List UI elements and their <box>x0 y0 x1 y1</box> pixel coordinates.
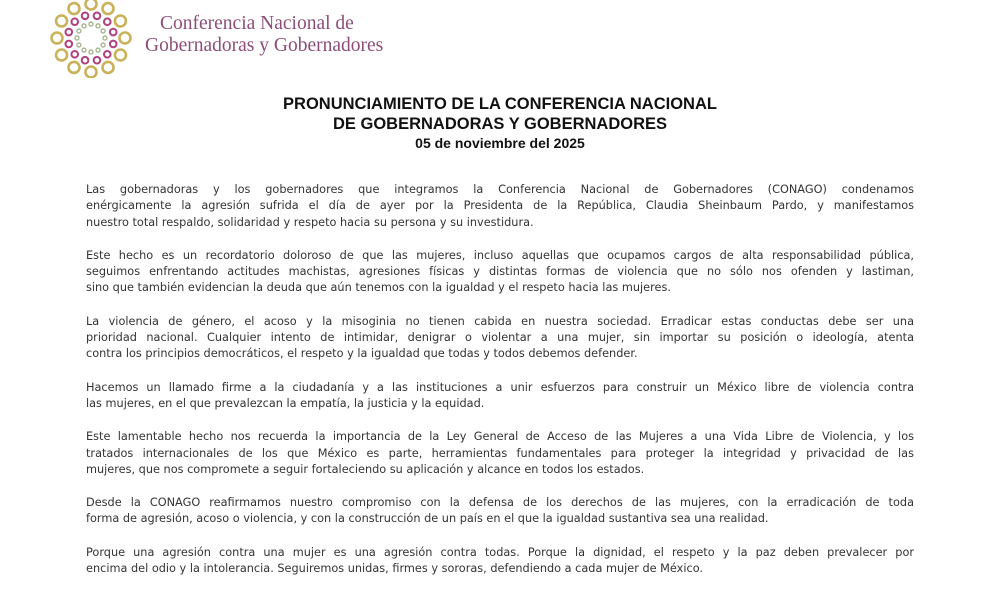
paragraph-line: sino que también evidencian la deuda que aún tenemos con la igualdad y el respeto hacia las mujeres. <box>86 281 671 295</box>
logo-ring-circle <box>104 51 111 58</box>
paragraph-line: Este hecho es un recordatorio doloroso de que las mujeres, incluso aquellas que ocupamos cargos de alta responsabilidad pública, <box>86 248 914 262</box>
org-name-line1: Conferencia Nacional de <box>160 13 354 34</box>
logo-ring-circle <box>104 18 111 25</box>
logo-ring-circle <box>96 24 100 28</box>
logo-ring-circle <box>69 3 80 14</box>
paragraph-line: Las gobernadoras y los gobernadores que integramos la Conferencia Nacional de Gobernadores (CONAGO) condenamos <box>86 183 914 196</box>
logo-ring-circle <box>56 50 67 61</box>
paragraph-line: Este lamentable hecho nos recuerda la importancia de la Ley General de Acceso de las Mujeres a una Vida Libre de Violencia, y los <box>86 430 914 444</box>
conago-logo-icon <box>48 0 134 78</box>
logo-ring-circle <box>110 29 117 36</box>
logo-ring-circle <box>82 12 89 19</box>
document-body <box>86 182 914 594</box>
paragraph <box>86 545 914 578</box>
logo-ring-circle <box>82 24 86 28</box>
logo-ring-circle <box>103 3 114 14</box>
logo-ring-circle <box>65 29 72 36</box>
paragraph-line: Hacemos un llamado firme a la ciudadanía y a las instituciones a unir esfuerzos para construir un México libre de violencia contra <box>86 380 914 394</box>
logo-ring-circle <box>96 48 100 52</box>
logo-ring-circle <box>52 33 63 44</box>
paragraph <box>86 495 914 528</box>
logo-ring-circle <box>94 57 101 64</box>
logo-ring-circle <box>115 50 126 61</box>
paragraph <box>86 429 914 478</box>
paragraph-line: nuestro total respaldo, solidaridad y respeto hacia su persona y su investidura. <box>86 215 534 229</box>
logo-ring-circle <box>103 62 114 73</box>
logo-ring-circle <box>69 62 80 73</box>
logo-ring-circle <box>86 0 97 10</box>
paragraph <box>86 380 914 413</box>
paragraph <box>86 314 914 363</box>
paragraph <box>86 182 914 231</box>
document-title-line1: PRONUNCIAMIENTO DE LA CONFERENCIA NACIONAL <box>283 95 717 113</box>
org-name-line2: Gobernadoras y Gobernadores <box>145 35 384 56</box>
logo-ring-circle <box>115 16 126 27</box>
logo-ring-circle <box>77 43 81 47</box>
paragraph-line: forma de agresión, acoso o violencia, y con la construcción de un país en el que la igualdad sustantiva sea una realidad. <box>86 512 769 526</box>
paragraph-line: contra los principios democráticos, el respeto y la igualdad que todas y todos debemos defender. <box>86 347 638 361</box>
logo-ring-circle <box>77 29 81 33</box>
logo-ring-circle <box>82 48 86 52</box>
logo-ring-circle <box>86 67 97 78</box>
logo-ring-circle <box>101 43 105 47</box>
paragraph-line: mujeres, que nos compromete a seguir fortaleciendo su aplicación y alcance en todos los estados. <box>86 462 645 476</box>
document-title-line2: DE GOBERNADORAS Y GOBERNADORES <box>332 115 668 133</box>
logo-ring-circle <box>120 33 131 44</box>
logo-ring-circle <box>71 51 78 58</box>
logo-ring-circle <box>103 36 107 40</box>
paragraph-line: seguimos enfrentando actitudes machistas, agresiones físicas y distintas formas de violencia que no sólo nos ofenden y lastiman, <box>86 265 914 279</box>
paragraph-line: La violencia de género, el acoso y la misoginia no tienen cabida en nuestra sociedad. Erradicar estas conductas debe ser una <box>86 314 914 328</box>
logo-ring-circle <box>89 22 93 26</box>
paragraph-line: Desde la CONAGO reafirmamos nuestro compromiso con la defensa de los derechos de las mujeres, con la erradicación de toda <box>86 496 914 510</box>
paragraph-line: tratados internacionales de los que México es parte, herramientas fundamentales para proteger la integridad y privacidad de las <box>86 446 914 460</box>
logo-ring-circle <box>110 41 117 48</box>
logo-ring-circle <box>101 29 105 33</box>
logo-ring-circle <box>89 50 93 54</box>
logo-ring-circle <box>94 12 101 19</box>
paragraph-line: encima del odio y la intolerancia. Seguiremos unidas, firmes y sororas, defendiendo a cada mujer de México. <box>86 562 704 576</box>
logo-ring-circle <box>65 41 72 48</box>
paragraph-line: las mujeres, en el que prevalezcan la empatía, la justicia y la equidad. <box>86 396 485 410</box>
logo-ring-circle <box>75 36 79 40</box>
paragraph-line: prioridad nacional. Cualquier intento de intimidar, denigrar o violentar a una mujer, sin importar su posición o ideología, atenta <box>86 331 914 345</box>
logo-ring-circle <box>71 18 78 25</box>
paragraph-line: Porque una agresión contra una mujer es una agresión contra todas. Porque la dignidad, el respeto y la paz deben prevalecer por <box>86 545 914 559</box>
logo-ring-circle <box>56 16 67 27</box>
paragraph-line: enérgicamente la agresión sufrida el día de ayer por la Presidenta de la República, Claudia Sheinbaum Pardo, y manifestamos <box>86 199 914 213</box>
document-date: 05 de noviembre del 2025 <box>415 135 585 151</box>
logo-ring-circle <box>82 57 89 64</box>
paragraph <box>86 248 914 297</box>
